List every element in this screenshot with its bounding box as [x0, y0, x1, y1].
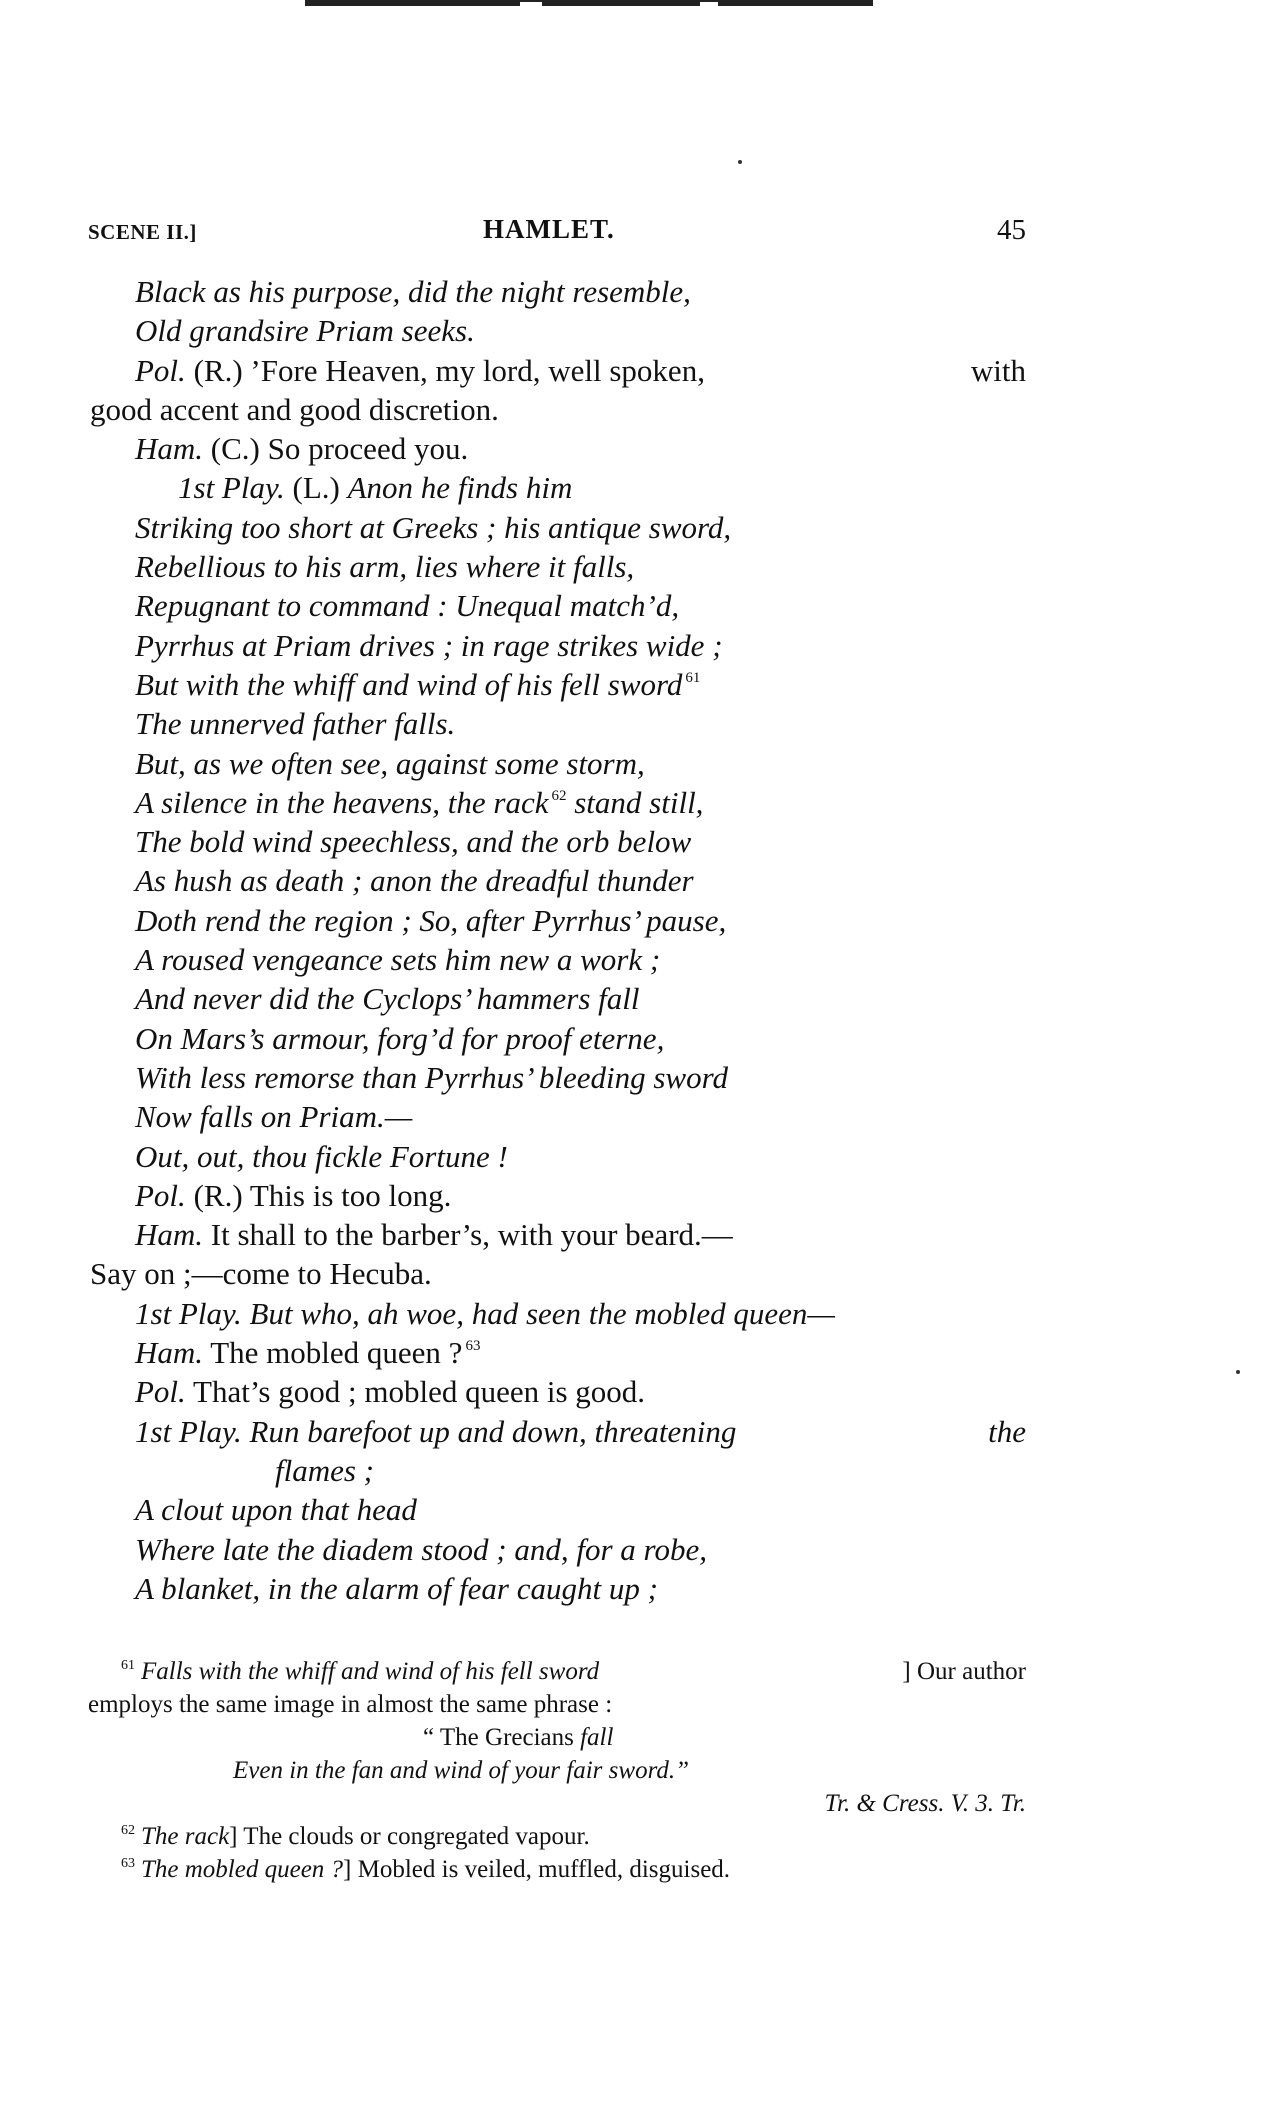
ink-speck — [738, 160, 742, 164]
footnote-text: ] Our author — [902, 1658, 1026, 1685]
footnote-number: 62 — [121, 1823, 135, 1838]
play-text — [90, 272, 1026, 1608]
footnote-text: ] Mobled is veiled, muffled, disguised. — [343, 1856, 731, 1883]
speech-text: ’Fore Heaven, my lord, well spoken, — [250, 352, 705, 388]
footnote-ref: 63 — [465, 1338, 481, 1355]
verse-line: Striking too short at Greeks ; his antique sword, — [135, 509, 732, 545]
footnote-61 — [88, 1655, 1026, 1688]
footnote-text: employs the same image in almost the same phrase : — [88, 1691, 613, 1718]
speech-text: That’s good ; mobled queen is good. — [193, 1374, 646, 1410]
speech-text: It shall to the barber’s, with your beard.— — [210, 1217, 733, 1253]
verse-line: A blanket, in the alarm of fear caught up ; — [135, 1570, 658, 1606]
footnote-number: 63 — [121, 1856, 135, 1871]
speech-line — [90, 468, 1026, 507]
stage-direction: (R.) — [193, 352, 243, 388]
speaker-name: Ham. — [135, 431, 204, 467]
speaker-name: Pol. — [135, 1177, 186, 1213]
footnote-text: ] The clouds or congregated vapour. — [229, 1823, 590, 1850]
scene-label: SCENE II.] — [88, 220, 197, 244]
verse-line: Old grandsire Priam seeks. — [135, 313, 475, 349]
stage-direction: (R.) — [193, 1177, 243, 1213]
verse-turnover: flames ; — [275, 1452, 375, 1488]
verse-line: But, as we often see, against some storm, — [135, 745, 645, 781]
speaker-name: 1st Play. — [135, 1295, 242, 1331]
speech-text: Anon he finds him — [347, 470, 573, 506]
speech-line — [90, 1176, 1026, 1215]
top-edge-rule — [305, 0, 873, 6]
footnote-ref: 61 — [685, 669, 701, 686]
speaker-name: Pol. — [135, 352, 186, 388]
verse-line: Out, out, thou fickle Fortune ! — [135, 1138, 508, 1174]
verse-line: And never did the Cyclops’ hammers fall — [135, 981, 640, 1017]
play-title: HAMLET. — [483, 214, 615, 244]
footnote-62 — [88, 1820, 1026, 1853]
stage-direction: (C.) — [210, 431, 260, 467]
footnote-citation: Tr. & Cress. V. 3. Tr. — [824, 1790, 1026, 1817]
verse-line: Where late the diadem stood ; and, for a robe, — [135, 1531, 707, 1567]
speech-line — [90, 1412, 1026, 1451]
speech-text: the — [988, 1413, 1026, 1449]
stage-direction: (L.) — [292, 470, 340, 506]
verse-line: Black as his purpose, did the night resemble, — [135, 274, 691, 309]
verse-line: Doth rend the region ; So, after Pyrrhus’ pause, — [135, 902, 727, 938]
quotation-text: fall — [580, 1724, 614, 1751]
verse-text: stand still, — [574, 784, 704, 820]
speaker-name: Ham. — [135, 1335, 204, 1371]
speech-text: The mobled queen ? — [210, 1335, 463, 1371]
speech-line — [90, 1372, 1026, 1411]
speech-text: with — [970, 352, 1026, 388]
speech-line — [90, 1294, 1026, 1333]
verse-line: Now falls on Priam.— — [135, 1099, 413, 1135]
speech-line — [90, 1333, 1026, 1372]
footnote-ref: 62 — [551, 787, 567, 804]
speaker-name: Pol. — [135, 1374, 186, 1410]
verse-line: The bold wind speechless, and the orb below — [135, 824, 692, 860]
verse-line: Pyrrhus at Priam drives ; in rage strikes wide ; — [135, 627, 723, 663]
rule-break — [700, 2, 718, 6]
verse-text: A silence in the heavens, the rack — [135, 784, 549, 820]
speech-continuation: Say on ;—come to Hecuba. — [90, 1256, 432, 1292]
speech-line — [90, 351, 1026, 390]
running-header — [88, 212, 1026, 252]
speech-text: But who, ah woe, had seen the mobled queen— — [249, 1295, 835, 1331]
speaker-name: Ham. — [135, 1217, 204, 1253]
verse-text: But with the whiff and wind of his fell sword — [135, 666, 683, 702]
footnote-number: 61 — [121, 1658, 135, 1673]
speech-text: So proceed you. — [267, 431, 469, 467]
speech-line — [90, 1215, 1026, 1254]
page-number: 45 — [997, 214, 1026, 246]
quotation-text: “ The Grecians — [423, 1724, 574, 1751]
verse-line: On Mars’s armour, forg’d for proof eterne, — [135, 1020, 665, 1056]
verse-line: Rebellious to his arm, lies where it falls, — [135, 549, 635, 585]
footnote-quote: The rack — [141, 1823, 230, 1850]
speech-text: Run barefoot up and down, threatening — [249, 1413, 737, 1449]
footnotes — [88, 1655, 1026, 1886]
verse-line: Repugnant to command : Unequal match’d, — [135, 588, 680, 624]
verse-line: With less remorse than Pyrrhus’ bleeding sword — [135, 1059, 729, 1095]
verse-line: A clout upon that head — [135, 1492, 417, 1528]
verse-line: A roused vengeance sets him new a work ; — [135, 942, 661, 978]
footnote-quotation — [88, 1721, 1026, 1754]
verse-line: As hush as death ; anon the dreadful thunder — [135, 863, 694, 899]
speech-continuation: good accent and good discretion. — [90, 391, 499, 427]
speaker-name: 1st Play. — [135, 1413, 242, 1449]
footnote-quotation: Even in the fan and wind of your fair sword.” — [233, 1757, 690, 1784]
speech-text: This is too long. — [249, 1177, 452, 1213]
verse-line: The unnerved father falls. — [135, 706, 456, 742]
verse-line — [90, 783, 1026, 822]
ink-speck — [1236, 1370, 1240, 1374]
verse-line — [90, 665, 1026, 704]
speaker-name: 1st Play. — [178, 470, 285, 506]
footnote-quote: Falls with the whiff and wind of his fell sword — [141, 1658, 600, 1685]
footnote-quote: The mobled queen ? — [141, 1856, 344, 1883]
speech-line — [90, 429, 1026, 468]
footnote-63 — [88, 1853, 1026, 1886]
rule-break — [520, 2, 542, 6]
